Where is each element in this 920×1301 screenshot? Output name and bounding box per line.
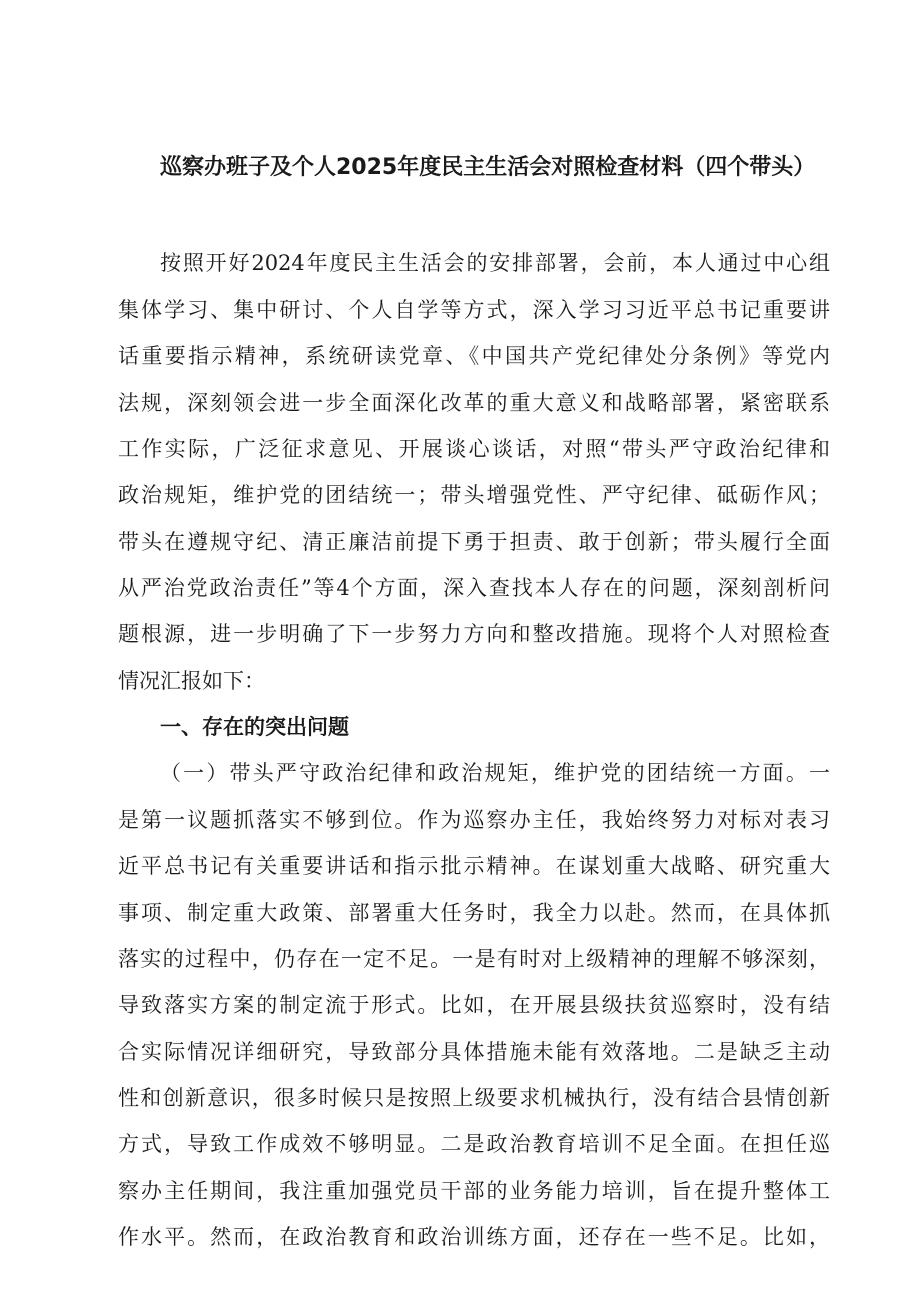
section-line-1: （一）带头严守政治纪律和政治规矩，维护党的团结统一方面。一 (160, 761, 830, 785)
section-line-9: 方式，导致工作成效不够明显。二是政治教育培训不足全面。在担任巡 (118, 1132, 830, 1156)
intro-line-3: 话重要指示精神，系统研读党章、《中国共产党纪律处分条例》等党内 (118, 344, 830, 368)
section-line-2: 是第一议题抓落实不够到位。作为巡察办主任，我始终努力对标对表习 (118, 808, 830, 832)
section-line-11: 作水平。然而，在政治教育和政治训练方面，还存在一些不足。比如， (118, 1225, 830, 1249)
intro-line-9: 题根源，进一步明确了下一步努力方向和整改措施。现将个人对照检查 (118, 622, 830, 646)
section-line-8: 性和创新意识，很多时候只是按照上级要求机械执行，没有结合县情创新 (118, 1086, 830, 1110)
intro-line-8: 从严治党政治责任”等4个方面，深入查找本人存在的问题，深刻剖析问 (118, 576, 830, 600)
intro-line-7: 带头在遵规守纪、清正廉洁前提下勇于担责、敢于创新；带头履行全面 (118, 530, 830, 554)
intro-line-5: 工作实际，广泛征求意见、开展谈心谈话，对照“带头严守政治纪律和 (118, 437, 830, 461)
intro-line-1: 按照开好2024年度民主生活会的安排部署，会前，本人通过中心组 (160, 251, 830, 275)
section-heading: 一、存在的突出问题 (160, 715, 349, 739)
section-line-6: 导致落实方案的制定流于形式。比如，在开展县级扶贫巡察时，没有结 (118, 993, 830, 1017)
section-line-3: 近平总书记有关重要讲话和指示批示精神。在谋划重大战略、研究重大 (118, 854, 830, 878)
section-line-4: 事项、制定重大政策、部署重大任务时，我全力以赴。然而，在具体抓 (118, 901, 830, 925)
section-line-5: 落实的过程中，仍存在一定不足。一是有时对上级精神的理解不够深刻， (118, 947, 830, 971)
document-title: 巡察办班子及个人2025年度民主生活会对照检查材料（四个带头） (160, 155, 816, 180)
intro-line-4: 法规，深刻领会进一步全面深化改革的重大意义和战略部署，紧密联系 (118, 391, 830, 415)
intro-line-2: 集体学习、集中研讨、个人自学等方式，深入学习习近平总书记重要讲 (118, 298, 830, 322)
intro-line-10: 情况汇报如下： (118, 669, 265, 693)
section-line-7: 合实际情况详细研究，导致部分具体措施未能有效落地。二是缺乏主动 (118, 1040, 830, 1064)
section-line-10: 察办主任期间，我注重加强党员干部的业务能力培训，旨在提升整体工 (118, 1179, 830, 1203)
intro-line-6: 政治规矩，维护党的团结统一；带头增强党性、严守纪律、砥砺作风； (118, 483, 830, 507)
